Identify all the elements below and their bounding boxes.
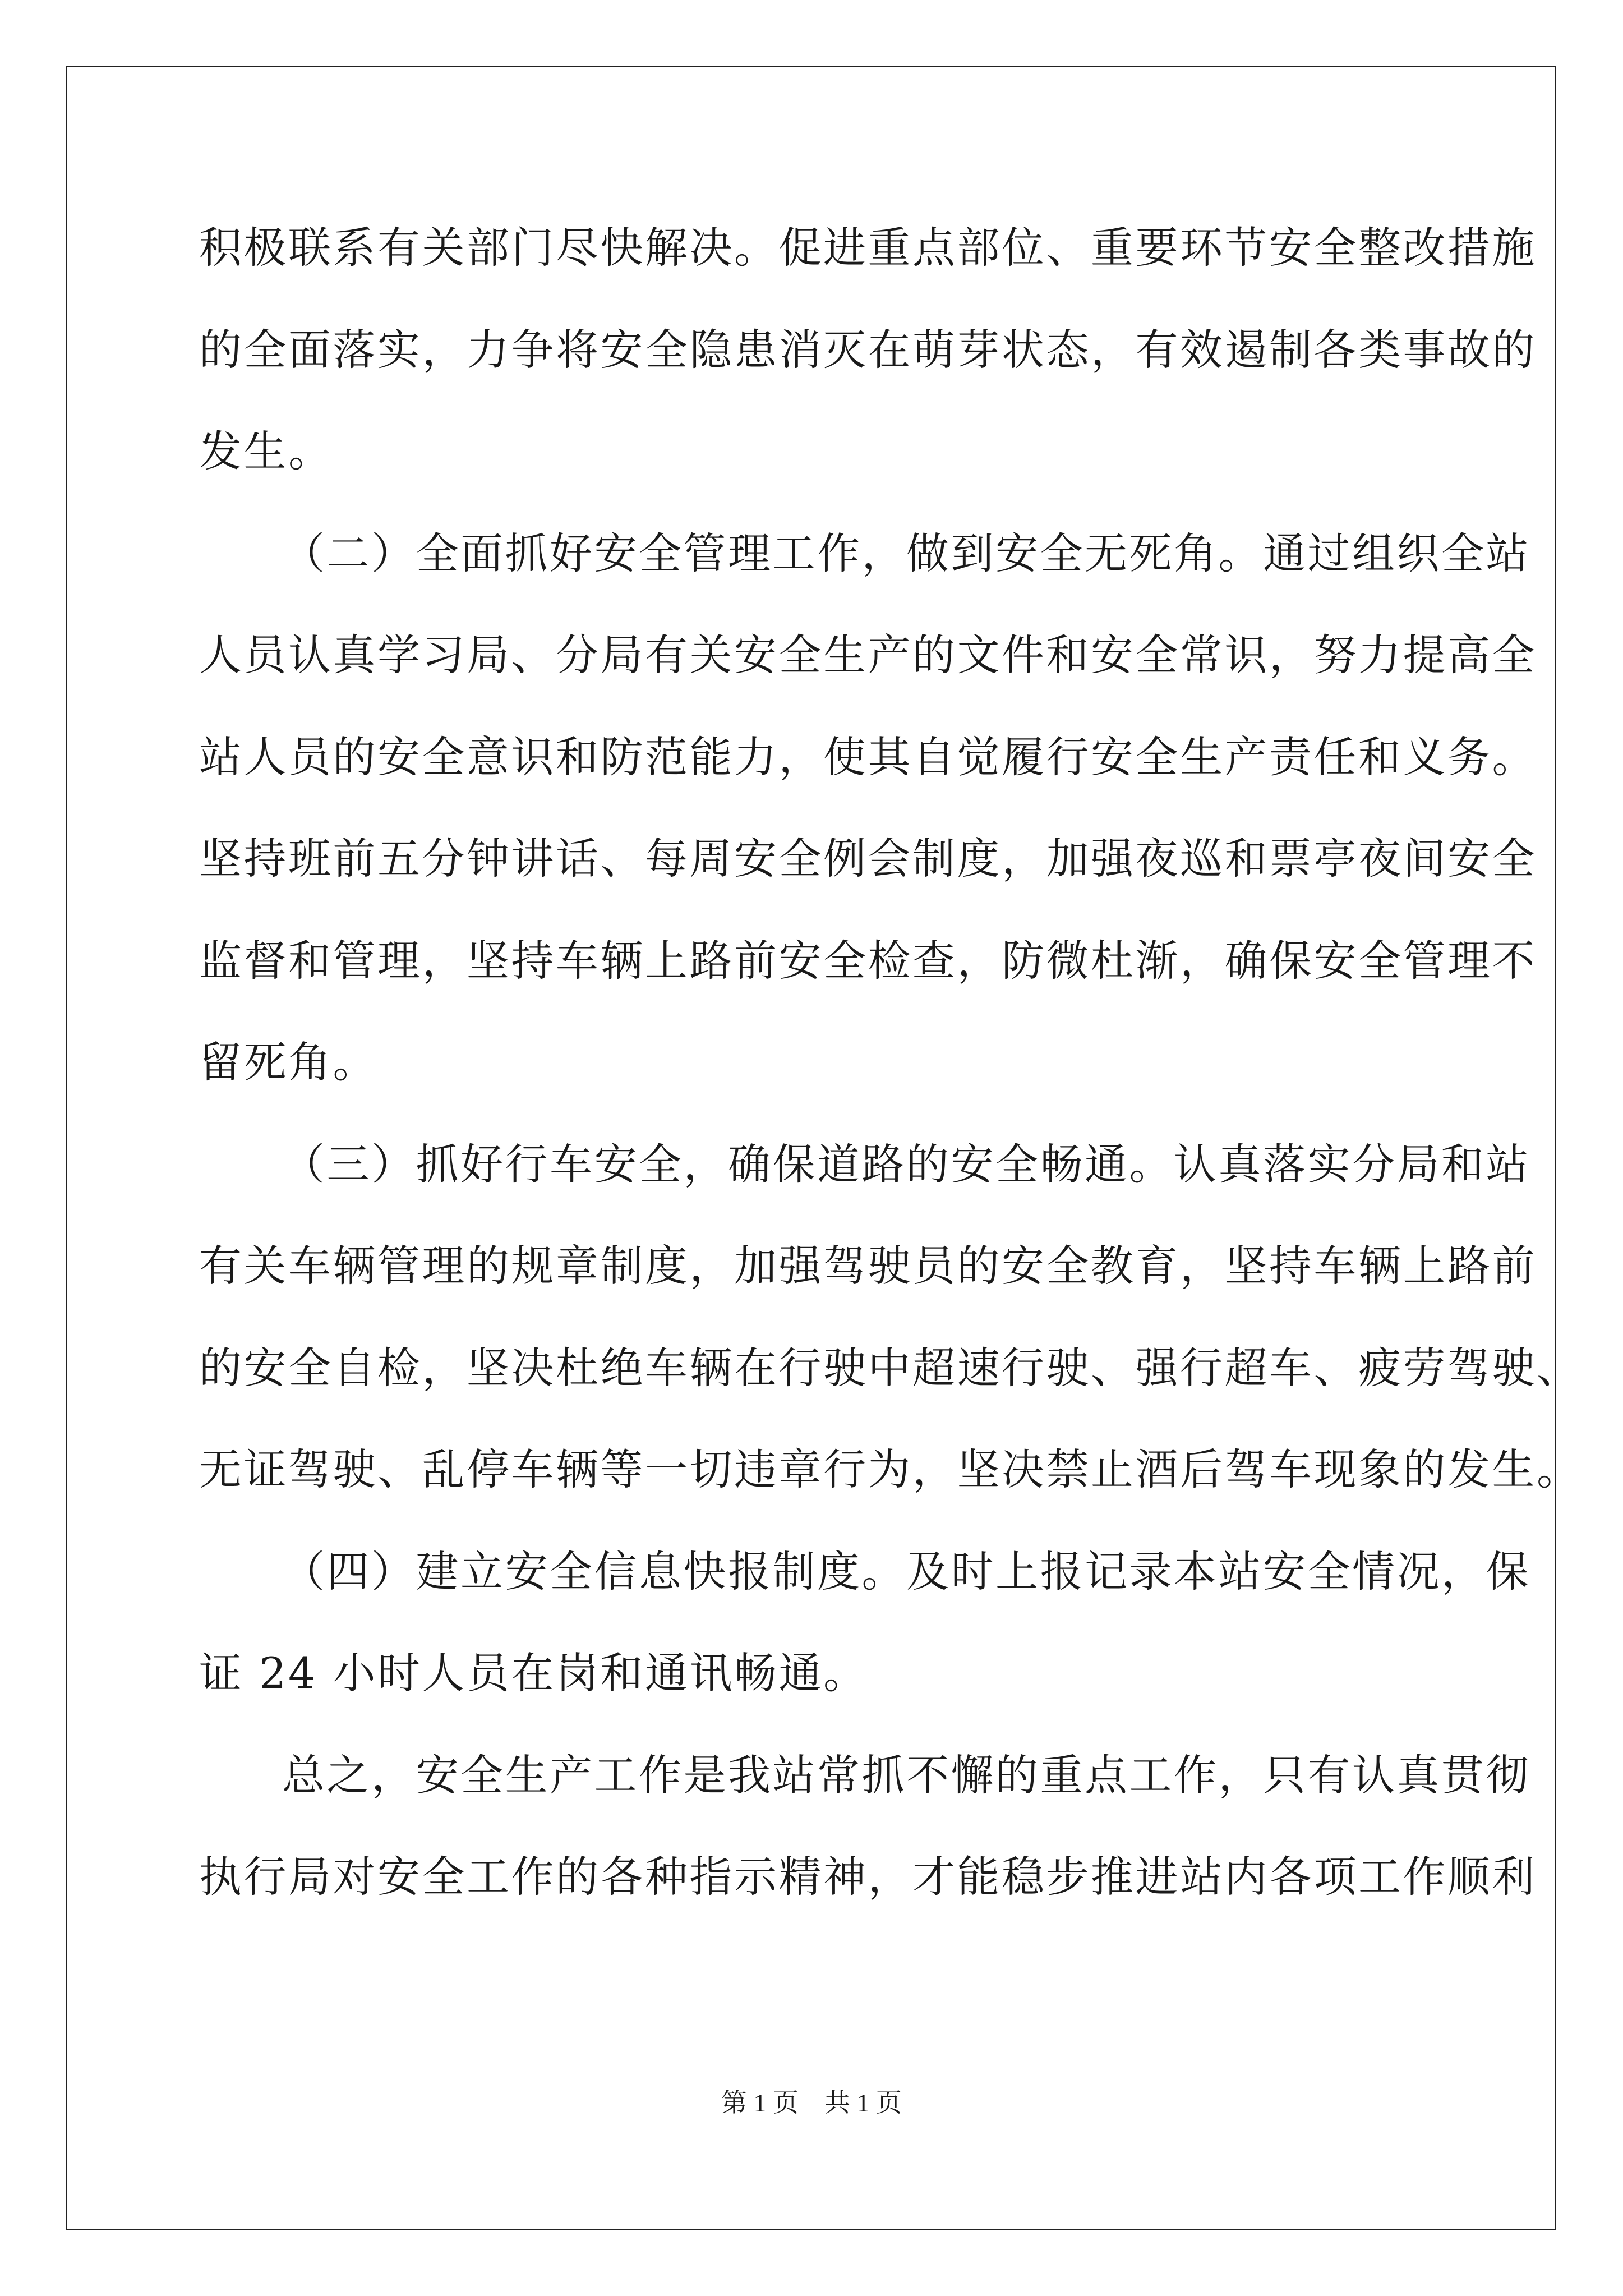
text-line: 坚持班前五分钟讲话、每周安全例会制度，加强夜巡和票亭夜间安全 xyxy=(199,834,1537,884)
text-line: 监督和管理，坚持车辆上路前安全检查，防微杜渐，确保安全管理不 xyxy=(199,935,1537,986)
text-line: 无证驾驶、乱停车辆等一切违章行为，坚决禁止酒后驾车现象的发生。 xyxy=(199,1444,1581,1494)
text-line: 留死角。 xyxy=(199,1037,377,1087)
paragraph-start-line: （三）抓好行车安全，确保道路的安全畅通。认真落实分局和站 xyxy=(282,1139,1530,1189)
text-line: 有关车辆管理的规章制度，加强驾驶员的安全教育，坚持车辆上路前 xyxy=(199,1241,1537,1291)
paragraph-start-line: （二）全面抓好安全管理工作，做到安全无死角。通过组织全站 xyxy=(282,528,1530,578)
page-number-footer: 第 1 页 共 1 页 xyxy=(721,2088,902,2117)
text-line: 证 24 小时人员在岗和通讯畅通。 xyxy=(199,1648,868,1698)
text-line: 的全面落实，力争将安全隐患消灭在萌芽状态，有效遏制各类事故的 xyxy=(199,324,1537,375)
text-line: 站人员的安全意识和防范能力，使其自觉履行安全生产责任和义务。 xyxy=(199,731,1537,782)
paragraph-start-line: 总之，安全生产工作是我站常抓不懈的重点工作，只有认真贯彻 xyxy=(282,1750,1530,1800)
paragraph-start-line: （四）建立安全信息快报制度。及时上报记录本站安全情况，保 xyxy=(282,1546,1530,1596)
text-line: 发生。 xyxy=(199,426,333,476)
text-line: 的安全自检，坚决杜绝车辆在行驶中超速行驶、强行超车、疲劳驾驶、 xyxy=(199,1342,1581,1393)
text-line: 人员认真学习局、分局有关安全生产的文件和安全常识，努力提高全 xyxy=(199,630,1537,680)
text-line: 执行局对安全工作的各种指示精神，才能稳步推进站内各项工作顺利 xyxy=(199,1852,1537,1902)
document-body xyxy=(199,214,1581,1945)
text-line: 积极联系有关部门尽快解决。促进重点部位、重要环节安全整改措施 xyxy=(199,223,1537,273)
